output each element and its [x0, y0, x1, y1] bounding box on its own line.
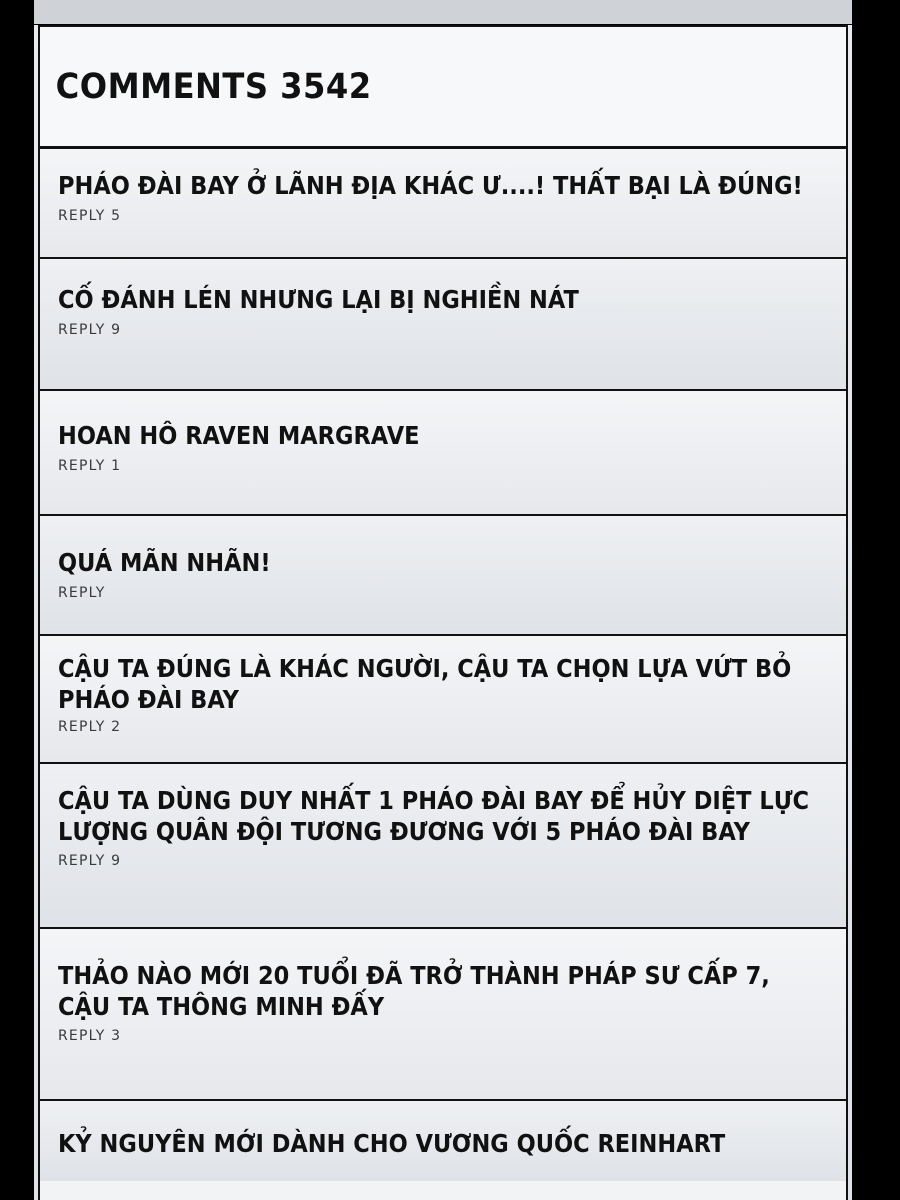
comments-panel	[34, 0, 852, 1200]
comment-text: HOAN HÔ RAVEN MARGRAVE	[58, 421, 420, 450]
comment-item[interactable]	[40, 636, 846, 764]
left-gutter	[0, 0, 34, 1200]
comment-text: KỶ NGUYÊN MỚI DÀNH CHO VƯƠNG QUỐC REINHART	[58, 1129, 726, 1158]
reply-count[interactable]: REPLY 3	[58, 1028, 122, 1044]
right-gutter	[852, 0, 900, 1200]
comment-text: CẬU TA DÙNG DUY NHẤT 1 PHÁO ĐÀI BAY ĐỂ HỦY DIỆT LỰC LƯỢNG QUÂN ĐỘI TƯƠNG ĐƯƠNG VỚI 5 PHÁO ĐÀI BAY	[58, 786, 810, 846]
comment-text: CỐ ĐÁNH LÉN NHƯNG LẠI BỊ NGHIỀN NÁT	[58, 285, 579, 314]
reply-count[interactable]: REPLY	[58, 584, 106, 601]
comment-item[interactable]	[40, 516, 846, 636]
comment-text: THẢO NÀO MỚI 20 TUỔI ĐÃ TRỞ THÀNH PHÁP SƯ CẤP 7, CẬU TA THÔNG MINH ĐẤY	[58, 961, 770, 1021]
comment-text: PHÁO ĐÀI BAY Ở LÃNH ĐỊA KHÁC Ư....! THẤT BẠI LÀ ĐÚNG!	[58, 171, 803, 200]
comment-item[interactable]	[40, 391, 846, 516]
reply-count[interactable]: REPLY 9	[58, 853, 122, 869]
reply-count[interactable]: REPLY 1	[58, 457, 122, 474]
comment-item[interactable]	[40, 259, 846, 391]
comments-header	[40, 27, 846, 149]
comment-item[interactable]	[40, 764, 846, 929]
comment-item[interactable]	[40, 929, 846, 1101]
panel-top-strip	[34, 0, 852, 25]
comment-item[interactable]	[40, 149, 846, 259]
comment-item[interactable]	[40, 1101, 846, 1181]
reply-count[interactable]: REPLY 9	[58, 321, 122, 338]
comment-text: CẬU TA ĐÚNG LÀ KHÁC NGƯỜI, CẬU TA CHỌN LỰA VỨT BỎ PHÁO ĐÀI BAY	[58, 654, 792, 714]
page-title: COMMENTS 3542	[55, 66, 372, 107]
comments-list	[38, 25, 848, 1200]
comment-text: QUÁ MÃN NHÃN!	[58, 548, 271, 577]
reply-count[interactable]: REPLY 2	[58, 719, 122, 735]
reply-count[interactable]: REPLY 5	[58, 207, 122, 224]
